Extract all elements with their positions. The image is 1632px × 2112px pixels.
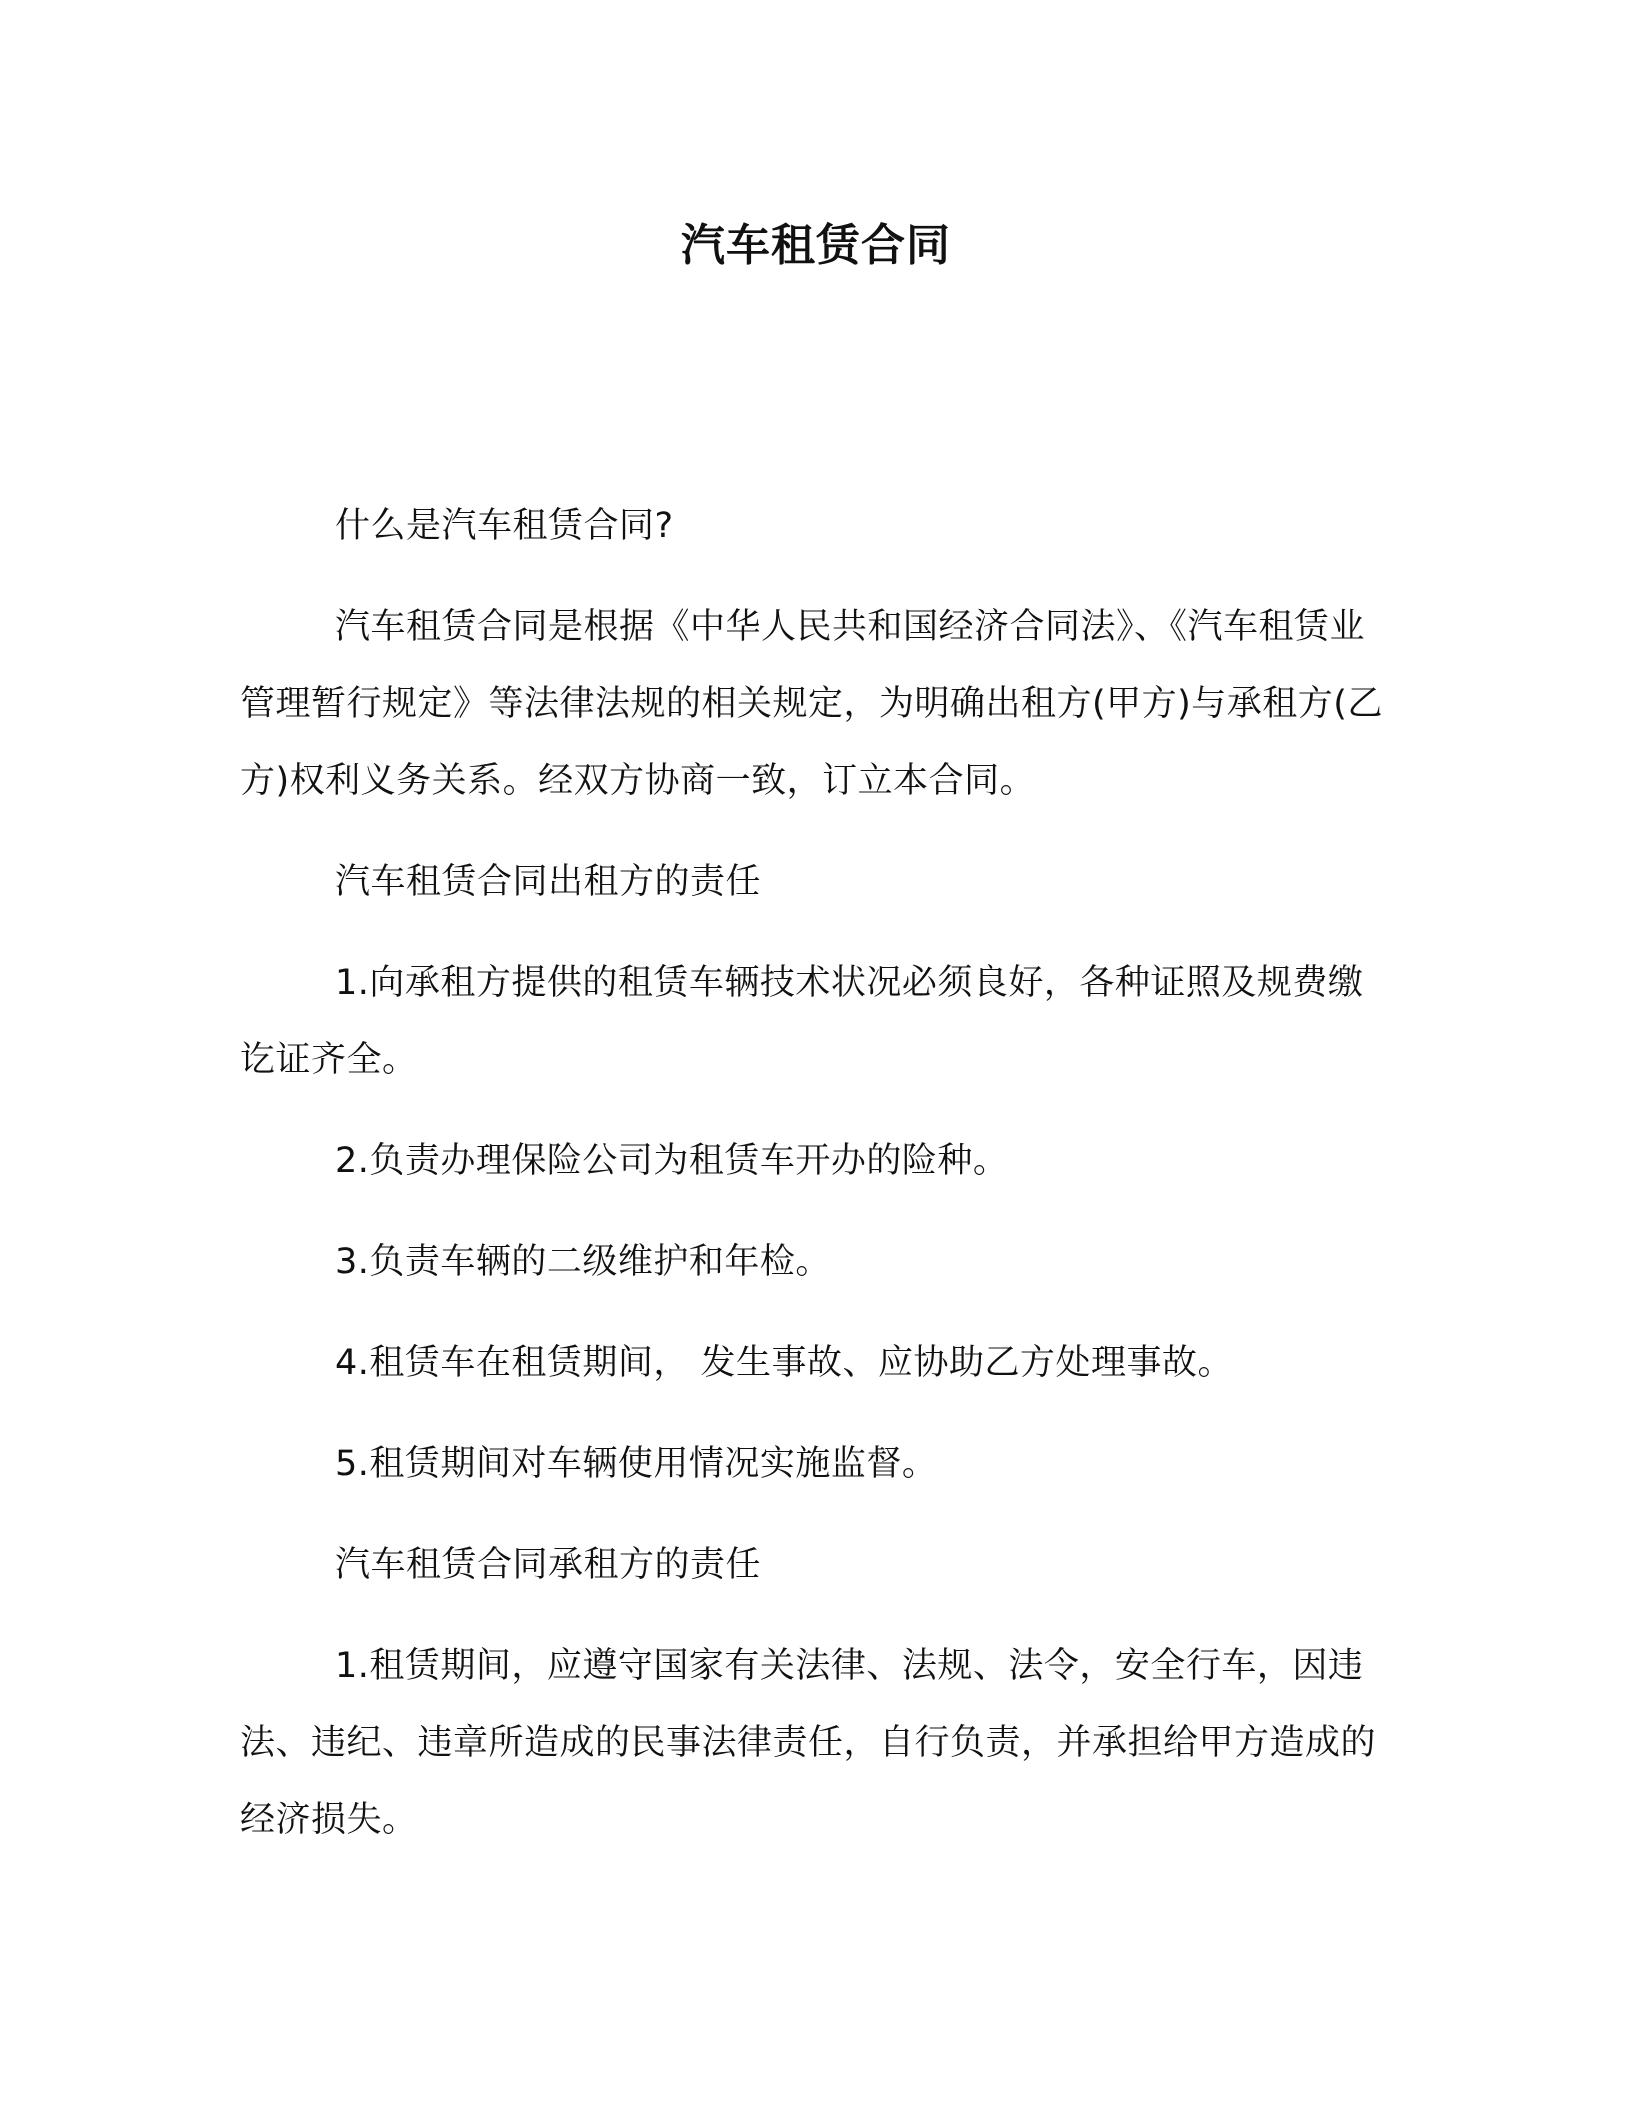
document-title: 汽车租赁合同 [681, 220, 951, 271]
lessor-clause-4: 4.租赁车在租赁期间， 发生事故、应协助乙方处理事故。 [335, 1343, 1234, 1383]
lessor-clause-1: 1.向承租方提供的租赁车辆技术状况必须良好，各种证照及规费缴讫证齐全。 [240, 963, 1364, 1080]
lessor-clause-2: 2.负责办理保险公司为租赁车开办的险种。 [335, 1141, 1009, 1181]
document-body [240, 488, 1390, 1859]
section-heading-lessee: 汽车租赁合同承租方的责任 [335, 1545, 762, 1585]
section-heading-lessor: 汽车租赁合同出租方的责任 [335, 862, 762, 902]
paragraph-question: 什么是汽车租赁合同? [335, 506, 674, 546]
lessor-clause-5: 5.租赁期间对车辆使用情况实施监督。 [335, 1444, 938, 1484]
lessor-clause-3: 3.负责车辆的二级维护和年检。 [335, 1242, 831, 1282]
paragraph-intro: 汽车租赁合同是根据《中华人民共和国经济合同法》、《汽车租赁业管理暂行规定》等法律法规的相关规定，为明确出租方(甲方)与承租方(乙方)权利义务关系。经双方协商一致，订立本合同。 [240, 607, 1383, 801]
lessee-clause-1: 1.租赁期间，应遵守国家有关法律、法规、法令，安全行车，因违法、违纪、违章所造成的民事法律责任，自行负责，并承担给甲方造成的经济损失。 [240, 1646, 1377, 1840]
